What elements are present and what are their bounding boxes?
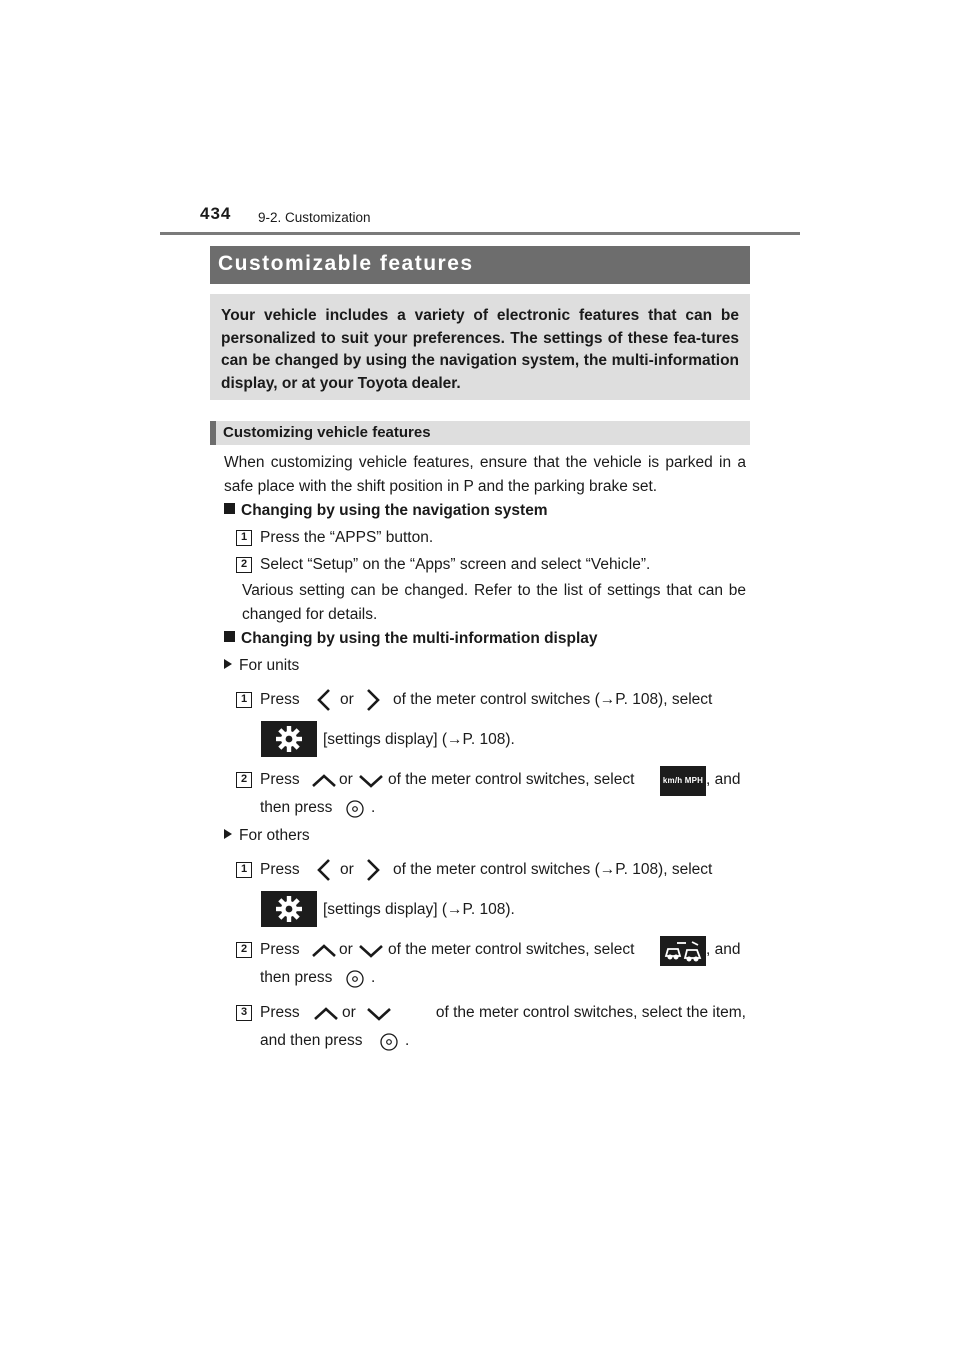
page-title: Customizable features [218, 252, 474, 275]
settings-display-text: [settings display] (→P. 108). [323, 731, 515, 748]
square-bullet-icon [224, 503, 235, 514]
chevron-left-icon [316, 858, 332, 882]
chevron-down-icon [358, 944, 384, 958]
word-or: or [339, 941, 353, 958]
square-bullet-icon [224, 631, 235, 642]
ud-switch-text: of the meter control switches, select [388, 941, 635, 958]
chevron-down-icon [358, 774, 384, 788]
enter-button-icon [345, 799, 365, 819]
nav-note: Various setting can be changed. Refer to the list of settings that can be changed for details. [242, 582, 746, 623]
chevron-up-icon [311, 774, 337, 788]
gear-icon [261, 721, 317, 757]
word-or: or [340, 691, 354, 708]
step-2-marker: 2 [236, 942, 252, 958]
step-2-marker: 2 [236, 557, 252, 573]
header-rule [160, 232, 800, 235]
car-settings-icon [660, 936, 706, 966]
intro-paragraph: When customizing vehicle features, ensure that the vehicle is parked in a safe place with the shift position in P and the parking brake set. [224, 454, 746, 495]
chevron-up-icon [311, 944, 337, 958]
enter-button-icon [379, 1032, 399, 1052]
title-bar [210, 246, 750, 284]
then-press-text: then press [260, 969, 333, 986]
triangle-bullet-icon [224, 829, 232, 839]
word-or: or [339, 771, 353, 788]
and-then-press-text: and then press [260, 1032, 363, 1049]
units-icon: km/h MPH [660, 766, 706, 796]
chevron-right-icon [365, 858, 381, 882]
settings-display-text: [settings display] (→P. 108). [323, 901, 515, 918]
nav-step-1: Press the “APPS” button. [260, 529, 434, 546]
word-press: Press [260, 1004, 300, 1021]
lr-switch-text: of the meter control switches (→P. 108), select [393, 861, 713, 878]
mid-heading: Changing by using the multi-information display [224, 627, 598, 651]
chevron-left-icon [316, 688, 332, 712]
step-1-marker: 1 [236, 692, 252, 708]
and-text: , and [706, 941, 741, 958]
and-text: , and [706, 771, 741, 788]
nav-step-2: Select “Setup” on the “Apps” screen and select “Vehicle”. [260, 556, 651, 573]
word-or: or [340, 861, 354, 878]
word-or: or [342, 1004, 356, 1021]
ud-switch-text: of the meter control switches, select [388, 771, 635, 788]
period: . [371, 799, 376, 816]
section-reference: 9-2. Customization [258, 210, 371, 225]
period: . [405, 1032, 410, 1049]
chevron-right-icon [365, 688, 381, 712]
word-press: Press [260, 771, 300, 788]
units-heading: For units [224, 654, 299, 678]
step-1-marker: 1 [236, 862, 252, 878]
nav-heading: Changing by using the navigation system [224, 499, 548, 523]
others-heading: For others [224, 824, 310, 848]
step-2-marker: 2 [236, 772, 252, 788]
intro-box: Your vehicle includes a variety of electronic features that can be personalized to suit your preferences. The settings of these fea-tures can be changed by using the navigation system, the multi-information display, or at your Toyota dealer. [210, 294, 750, 400]
word-press: Press [260, 941, 300, 958]
period: . [371, 969, 376, 986]
then-press-text: then press [260, 799, 333, 816]
step-1-marker: 1 [236, 530, 252, 546]
word-press: Press [260, 861, 300, 878]
gear-icon [261, 891, 317, 927]
word-press: Press [260, 691, 300, 708]
enter-button-icon [345, 969, 365, 989]
triangle-bullet-icon [224, 659, 232, 669]
step3-switch-text: of the meter control switches, select the item, [435, 1004, 746, 1021]
chevron-down-icon [366, 1007, 392, 1021]
page-number: 434 [200, 204, 232, 223]
step-3-marker: 3 [236, 1005, 252, 1021]
subheading: Customizing vehicle features [210, 421, 750, 445]
chevron-up-icon [313, 1007, 339, 1021]
lr-switch-text: of the meter control switches (→P. 108), select [393, 691, 713, 708]
